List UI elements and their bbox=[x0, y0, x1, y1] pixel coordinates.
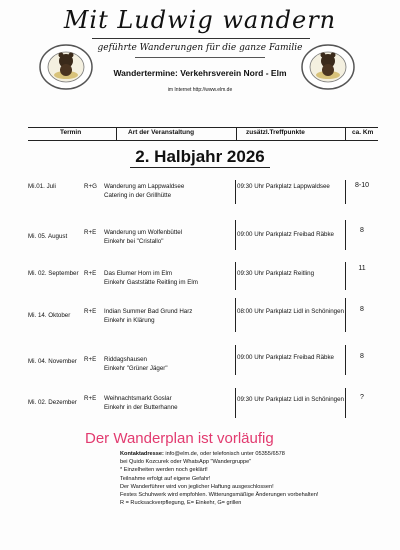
event-km: ? bbox=[360, 394, 364, 401]
organizer-line: Wandertermine: Verkehrsverein Nord - Elm bbox=[113, 68, 287, 78]
event-title: Indian Summer Bad Grund Harz bbox=[104, 308, 193, 315]
event-title: Riddagshausen bbox=[104, 356, 148, 363]
event-code: R+E bbox=[84, 270, 97, 277]
event-km: 11 bbox=[358, 265, 366, 272]
column-header-termin: Termin bbox=[60, 129, 82, 136]
subtitle: geführte Wanderungen für die ganze Familie bbox=[97, 43, 303, 53]
row-divider bbox=[235, 345, 236, 375]
event-date: Mi. 02. September bbox=[28, 270, 79, 277]
event-date: Mi. 14. Oktober bbox=[28, 312, 71, 319]
event-km: 8 bbox=[360, 353, 364, 360]
internet-line: im Internet http://www.elm.de bbox=[167, 87, 233, 93]
event-km: 8-10 bbox=[354, 182, 369, 189]
column-divider bbox=[236, 127, 237, 140]
event-meeting-point: 09:30 Uhr Parkplatz Reitling bbox=[237, 270, 315, 277]
event-meeting-point: 09:30 Uhr Parkplatz Lappwaldsee bbox=[237, 183, 330, 190]
event-km: 8 bbox=[360, 227, 364, 234]
event-meeting-point: 09:00 Uhr Parkplatz Freibad Räbke bbox=[237, 354, 334, 361]
event-meeting-point: 09:30 Uhr Parkplatz Lidl in Schöningen bbox=[237, 396, 344, 403]
row-divider bbox=[235, 220, 236, 250]
contact-line: bei Quido Kozcurek oder WhatsApp "Wandergruppe" bbox=[120, 459, 252, 466]
half-year-underline bbox=[130, 167, 270, 168]
event-meeting-point: 09:00 Uhr Parkplatz Freibad Räbke bbox=[237, 231, 334, 238]
contact-line bbox=[120, 450, 380, 458]
event-detail: Einkehr in Klärung bbox=[104, 317, 155, 324]
row-divider bbox=[345, 180, 346, 204]
header-rule-bottom bbox=[28, 140, 378, 141]
column-header-treffpunkte: zusätzl.Treffpunkte bbox=[246, 129, 305, 136]
event-detail: Einkehr bei "Cristallo" bbox=[104, 238, 164, 245]
column-divider bbox=[116, 127, 117, 140]
contact-text: info@elm.de, oder telefonisch unter 05355/6578 bbox=[163, 451, 285, 457]
event-code: R+G bbox=[84, 183, 97, 190]
contact-line: * Einzelheiten werden noch geklärt! bbox=[120, 467, 208, 474]
column-header-km: ca. Km bbox=[352, 129, 374, 136]
event-code: R+E bbox=[84, 308, 97, 315]
event-detail: Einkehr Gaststätte Reitling im Elm bbox=[104, 279, 198, 286]
column-header-art: Art der Veranstaltung bbox=[128, 129, 195, 136]
row-divider bbox=[345, 388, 346, 418]
event-km: 8 bbox=[360, 306, 364, 313]
contact-line: Der Wanderführer wird von jeglicher Haftung ausgeschlossen! bbox=[120, 483, 274, 490]
event-code: R+E bbox=[84, 395, 97, 402]
event-date: Mi. 05. August bbox=[28, 233, 68, 240]
event-detail: Catering in der Grillhütte bbox=[104, 192, 172, 199]
preliminary-notice: Der Wanderplan ist vorläufig bbox=[85, 430, 274, 447]
row-divider bbox=[235, 180, 236, 204]
page-title: Mit Ludwig wandern bbox=[63, 6, 337, 34]
event-date: Mi.01. Juli bbox=[28, 183, 56, 190]
event-title: Weihnachtsmarkt Goslar bbox=[104, 395, 172, 402]
row-divider bbox=[345, 298, 346, 332]
row-divider bbox=[345, 262, 346, 290]
event-title: Wanderung um Wolfenbüttel bbox=[104, 229, 183, 236]
row-divider bbox=[235, 388, 236, 418]
contact-block bbox=[120, 450, 380, 507]
title-underline bbox=[92, 38, 310, 39]
row-divider bbox=[235, 298, 236, 332]
contact-label: Kontaktadresse: bbox=[120, 451, 164, 457]
event-date: Mi. 04. November bbox=[28, 358, 77, 365]
row-divider bbox=[345, 220, 346, 250]
event-code: R+E bbox=[84, 229, 97, 236]
row-divider bbox=[235, 262, 236, 290]
half-year-heading: 2. Halbjahr 2026 bbox=[135, 147, 265, 166]
contact-line: Teilnahme erfolgt auf eigene Gefahr! bbox=[120, 475, 211, 482]
contact-line: Festes Schuhwerk wird empfohlen. Witterungsmäßige Änderungen vorbehalten! bbox=[120, 492, 319, 499]
header-rule-top bbox=[28, 127, 378, 128]
event-detail: Einkehr "Grüner Jäger" bbox=[104, 365, 168, 372]
event-title: Wanderung am Lappwaldsee bbox=[104, 183, 185, 190]
event-code: R+E bbox=[84, 356, 97, 363]
event-detail: Einkehr in der Butterhanne bbox=[104, 404, 178, 411]
column-divider bbox=[345, 127, 346, 140]
event-meeting-point: 08:00 Uhr Parkplatz Lidl in Schöningen bbox=[237, 308, 344, 315]
contact-line: R = Rucksackverpflegung, E= Einkehr, G= grillen bbox=[120, 500, 242, 507]
subtitle-underline bbox=[135, 57, 265, 58]
event-title: Das Elumer Horn im Elm bbox=[104, 270, 173, 277]
row-divider bbox=[345, 345, 346, 375]
event-date: Mi. 02. Dezember bbox=[28, 399, 77, 406]
